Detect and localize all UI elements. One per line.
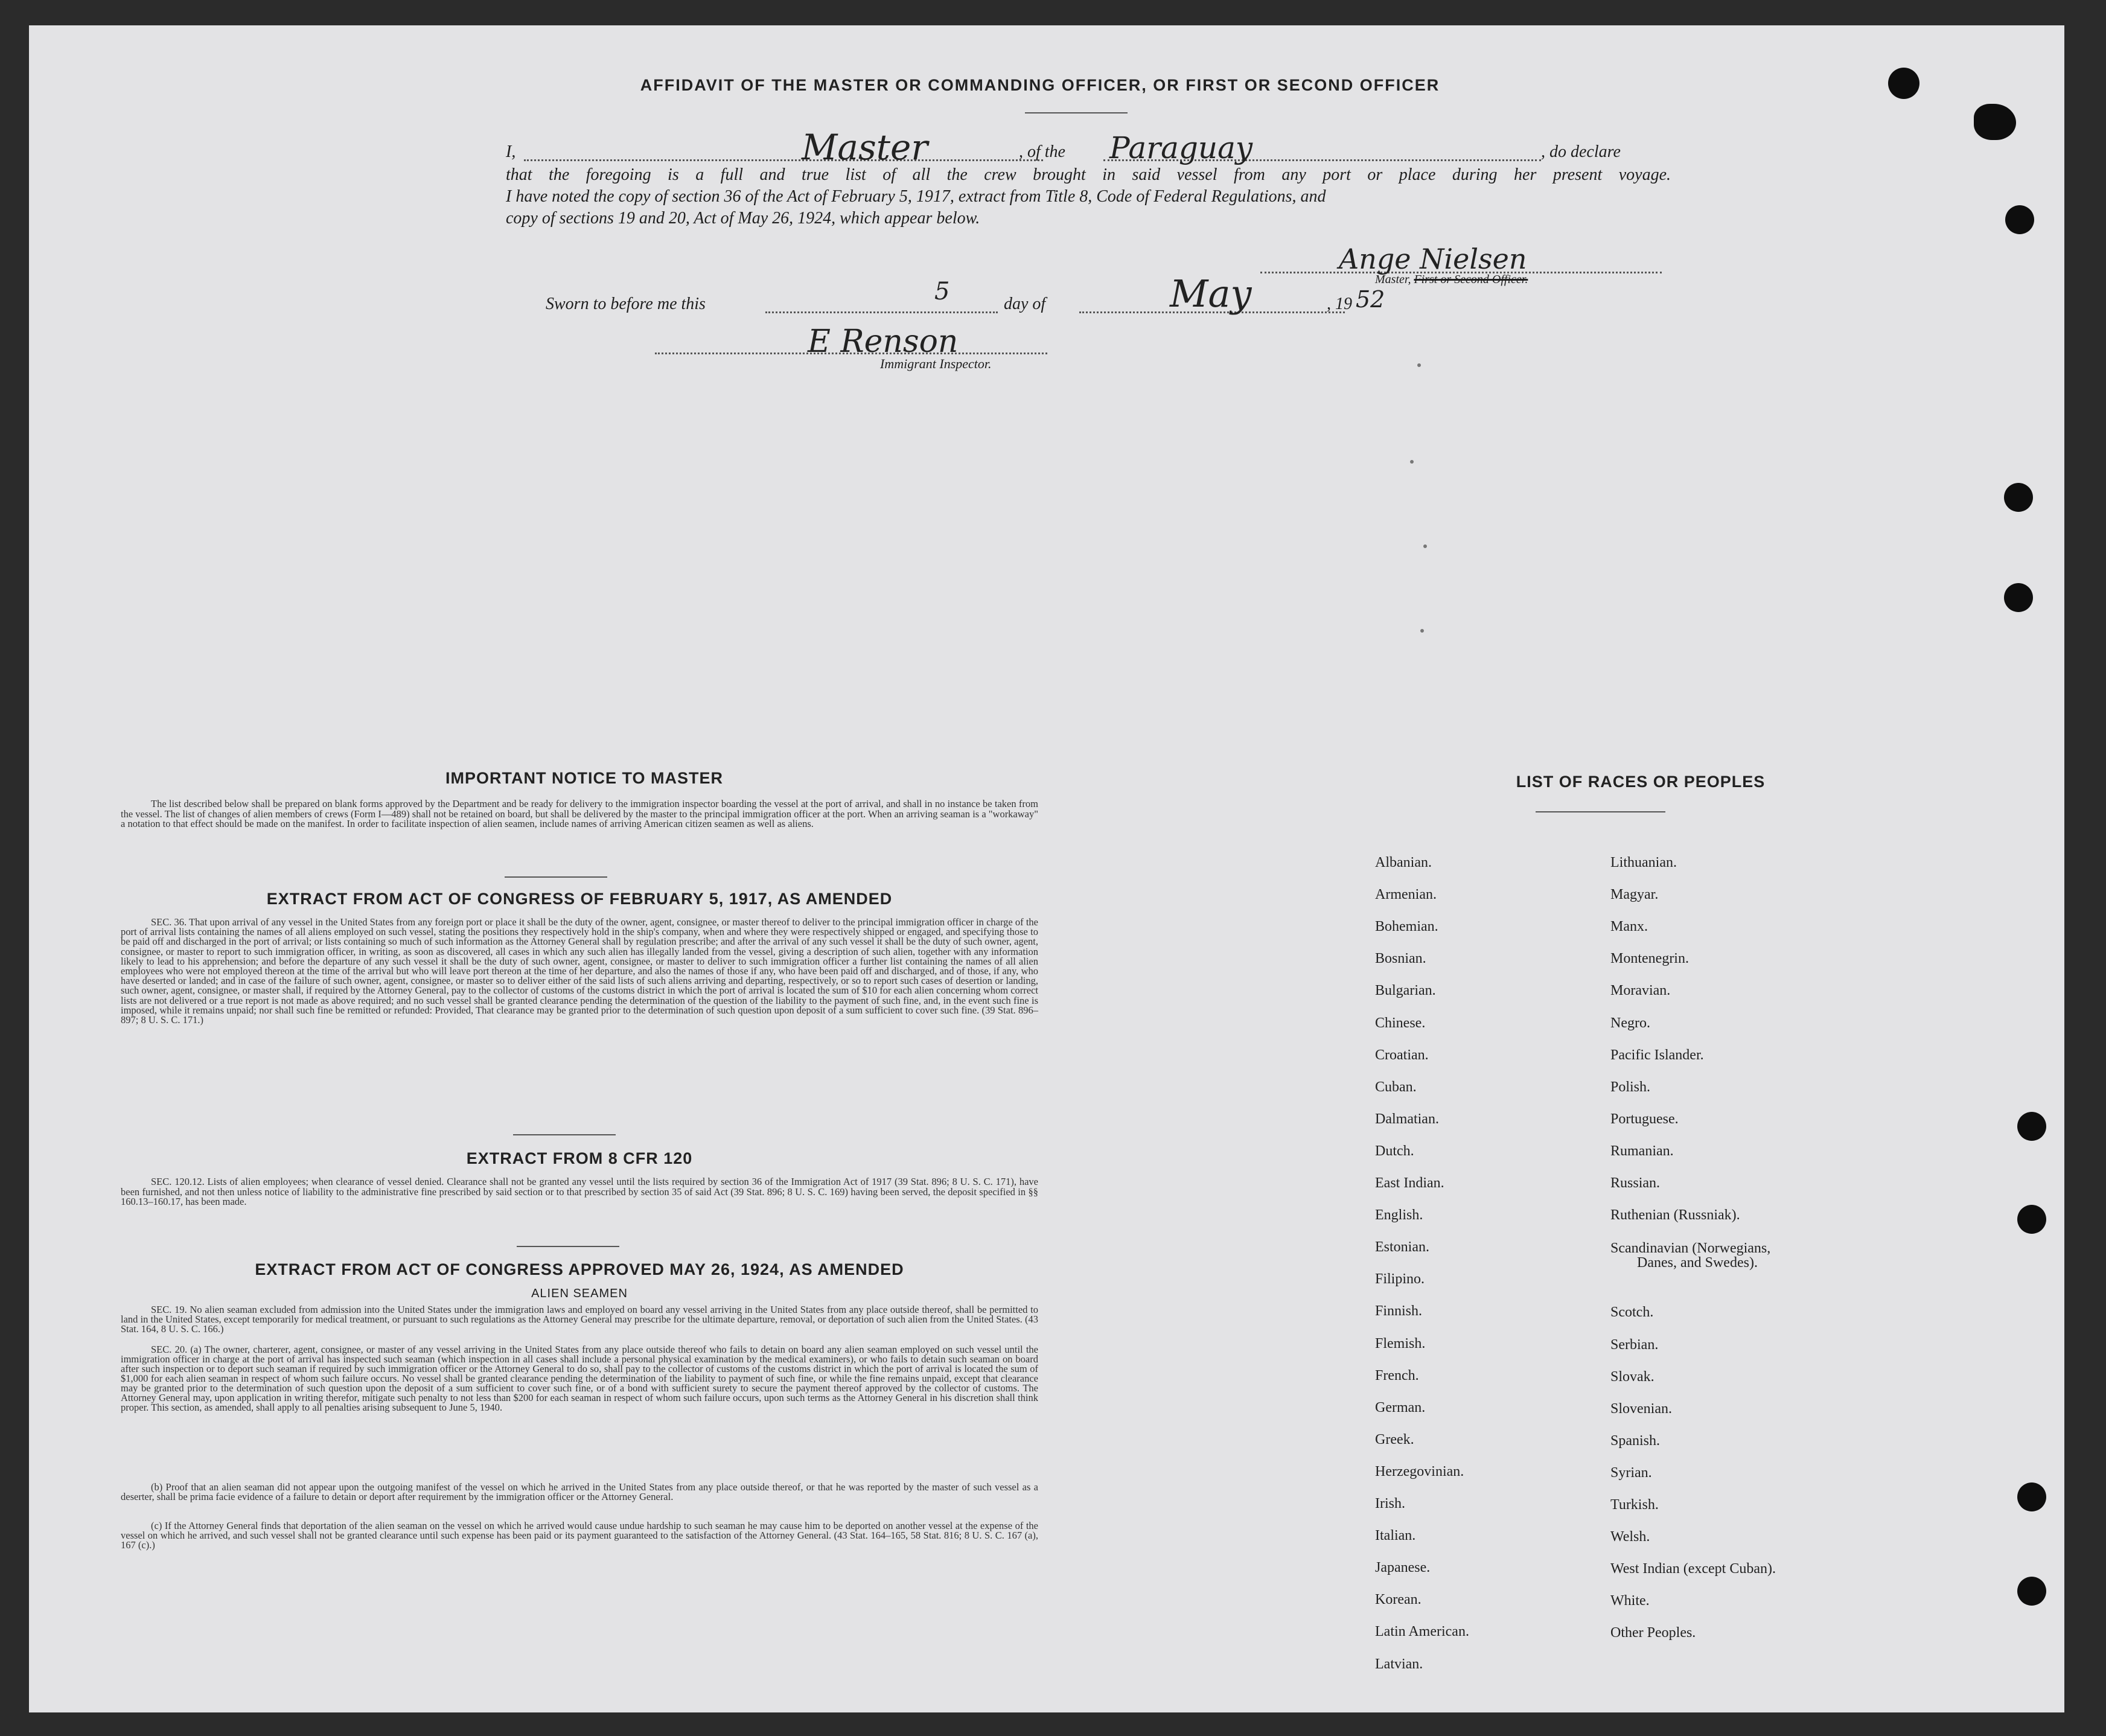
race-item: French. <box>1375 1367 1419 1383</box>
race-item: Portuguese. <box>1610 1111 1679 1127</box>
race-item: Russian. <box>1610 1175 1661 1191</box>
race-item: Rumanian. <box>1610 1143 1674 1159</box>
extract-1924-sec19: SEC. 19. No alien seaman excluded from admission into the United States under the immigration laws and employed on board any vessel arriving in the United States from any place outside thereof, shall be permitted to land in the United States, except temporarily for medical treatment, or pursuant to such regulations as the Attorney General may prescribe for the ultimate departure, removal, or deportation of such alien from the United States. (43 Stat. 164, 8 U. S. C. 166.) <box>121 1304 1038 1335</box>
race-item: Armenian. <box>1375 887 1437 903</box>
race-item: Danes, and Swedes). <box>1637 1255 1758 1271</box>
race-item: Lithuanian. <box>1610 855 1677 870</box>
inspector-caption: Immigrant Inspector. <box>880 356 992 371</box>
affidavit-line-2: that the foregoing is a full and true list of all the crew brought in said vessel from any port or place during her present voyage. <box>506 165 1671 184</box>
races-title-rule <box>1536 811 1665 812</box>
year-handwritten: 52 <box>1356 286 1385 313</box>
punch-hole <box>2017 1577 2046 1606</box>
race-item: Moravian. <box>1610 983 1671 999</box>
race-item: Estonian. <box>1375 1239 1429 1256</box>
race-item: Finnish. <box>1375 1303 1423 1320</box>
extract-1924-sec20a: SEC. 20. (a) The owner, charterer, agent, consignee, or master of any vessel arriving in the United States from any place outside thereof who fails to detain on board any alien seaman employed on such vessel until the immigration officer in charge at the port of arrival has inspected such seaman (which inspection in all cases shall include a personal physical examination by the medical examiners), or who fails to detain such seaman on board after such inspection or to deport such seaman if required by such immigration officer or the Attorney General to do so, shall pay to the collector of customs of the customs district in which the port of arrival is located the sum of $1,000 for each alien seaman in respect of whom such failure occurs. No vessel shall be granted clearance pending the determination of the liability to payment of such fine, or while the fine remains unpaid, except that clearance may be granted prior to the determination of such question upon the deposit of a sum sufficient to cover such fine, or of a bond with sufficient surety to secure the payment thereof approved by the collector of customs. The Attorney General may, upon application in writing therefor, mitigate such penalty to not less than $200 for each seaman in respect of whom such failure occurs, upon such terms as the Attorney General in his discretion shall think proper. This section, as amended, shall apply to all penalties arising subsequent to June 5, 1940. <box>121 1344 1038 1413</box>
punch-hole <box>2017 1205 2046 1234</box>
race-item: White. <box>1610 1593 1650 1609</box>
race-item: Greek. <box>1375 1431 1414 1447</box>
punch-hole <box>2017 1482 2046 1511</box>
cfr-title: EXTRACT FROM 8 CFR 120 <box>466 1149 693 1167</box>
extract-1924-subtitle: ALIEN SEAMEN <box>531 1287 628 1300</box>
races-title: LIST OF RACES OR PEOPLES <box>1516 773 1766 791</box>
punch-hole <box>2004 483 2033 512</box>
race-item: Montenegrin. <box>1610 951 1689 967</box>
day-blank <box>765 311 998 313</box>
race-item: Bulgarian. <box>1375 983 1436 999</box>
race-item: Negro. <box>1610 1015 1650 1031</box>
day-handwritten: 5 <box>934 278 950 305</box>
race-item: Bosnian. <box>1375 951 1426 967</box>
document-sheet <box>29 25 2064 1712</box>
master-signature: Ange Nielsen <box>1339 243 1527 275</box>
race-item: Latvian. <box>1375 1656 1423 1672</box>
race-item: Latin American. <box>1375 1624 1469 1640</box>
race-item: Bohemian. <box>1375 919 1438 935</box>
race-item: English. <box>1375 1207 1423 1224</box>
year-prefix: , 19 <box>1327 295 1352 313</box>
race-item: Slovenian. <box>1610 1400 1672 1417</box>
rank-blank <box>524 159 1043 161</box>
race-item: Korean. <box>1375 1592 1422 1608</box>
race-item: Turkish. <box>1610 1497 1659 1513</box>
of-the-label: , of the <box>1019 142 1065 161</box>
race-item: Croatian. <box>1375 1047 1429 1063</box>
race-item: Slovak. <box>1610 1368 1654 1385</box>
i-label: I, <box>506 142 516 161</box>
notice-title: IMPORTANT NOTICE TO MASTER <box>445 769 723 787</box>
race-item: Dalmatian. <box>1375 1111 1439 1127</box>
master-caption-struck: First or Second Officer. <box>1414 273 1528 286</box>
race-item: Spanish. <box>1610 1432 1661 1449</box>
race-item: Pacific Islander. <box>1610 1047 1704 1063</box>
race-item: Scandinavian (Norwegians, <box>1610 1240 1771 1257</box>
extract-1924-sec20c: (c) If the Attorney General finds that deportation of the alien seaman on the vessel on which he arrived would cause undue hardship to such seaman he may cause him to be deported on another vessel at the expense of the vessel on which he arrived, and such vessel shall not be granted clearance until such expense has been paid or its payment guaranteed to the satisfaction of the Attorney General. (43 Stat. 164–165, 58 Stat. 816; 8 U. S. C. 167 (a), 167 (c).) <box>121 1520 1038 1551</box>
race-item: Albanian. <box>1375 855 1432 870</box>
race-item: Serbian. <box>1610 1336 1659 1353</box>
scan-speck <box>1420 629 1424 633</box>
punch-hole <box>2005 205 2034 234</box>
cfr-body: SEC. 120.12. Lists of alien employees; when clearance of vessel denied. Clearance shall not be granted any vessel until the lists required by section 36 of the Immigration Act of 1917 (39 Stat. 896; 8 U. S. C. 171), have been furnished, and not then unless notice of liability to the administrative fine prescribed by said section or to that prescribed by section 35 of said Act (39 Stat. 896; 8 U. S. C. 169) having been served, the deposit specified in §§ 160.13–160.17, has been made. <box>121 1176 1038 1207</box>
master-caption-label: Master, <box>1375 273 1411 286</box>
race-item: Dutch. <box>1375 1143 1414 1159</box>
punch-hole <box>2004 583 2033 612</box>
title-rule <box>1025 112 1128 113</box>
affidavit-line-3: I have noted the copy of section 36 of the Act of February 5, 1917, extract from Title 8, Code of Federal Regulations, and <box>506 187 1326 206</box>
race-item: Flemish. <box>1375 1335 1426 1351</box>
race-item: Magyar. <box>1610 887 1659 903</box>
race-item: Manx. <box>1610 919 1648 935</box>
rank-handwritten: Master <box>802 127 928 168</box>
punch-hole <box>2017 1112 2046 1141</box>
race-item: Irish. <box>1375 1496 1405 1511</box>
inspector-signature: E Renson <box>808 324 959 360</box>
sworn-label: Sworn to before me this <box>546 295 706 313</box>
race-item: Other Peoples. <box>1610 1625 1696 1641</box>
notice-body: The list described below shall be prepared on blank forms approved by the Department and be ready for delivery to the immigration inspector boarding the vessel at the port of arrival, and shall in no instance be taken from the vessel. The list of changes of alien members of crews (Form I—489) shall not be retained on board, but shall be delivered by the master to the principal immigration officer at the port. When an arriving seaman is a "workaway" a notation to that effect should be made on the manifest. In order to facilitate inspection of alien seamen, include names of arriving American citizen seamen as well as aliens. <box>121 798 1038 829</box>
race-item: German. <box>1375 1399 1426 1415</box>
scan-speck <box>1417 363 1421 367</box>
affidavit-line-4: copy of sections 19 and 20, Act of May 26, 1924, which appear below. <box>506 209 980 228</box>
extract-1924-title: EXTRACT FROM ACT OF CONGRESS APPROVED MAY 26, 1924, AS AMENDED <box>255 1260 904 1278</box>
race-item: East Indian. <box>1375 1175 1444 1191</box>
race-item: Japanese. <box>1375 1560 1431 1576</box>
race-item: Cuban. <box>1375 1079 1417 1095</box>
extract-1924-sec20b: (b) Proof that an alien seaman did not appear upon the outgoing manifest of the vessel on which he arrived in the United States from any place outside thereof, or that he was reported by the master of such vessel as a deserter, shall be prima facie evidence of a failure to detain or deport after requirement by the immigration officer or the Attorney General. <box>121 1481 1038 1502</box>
race-item: Syrian. <box>1610 1464 1652 1481</box>
extract-1917-body: SEC. 36. That upon arrival of any vessel in the United States from any foreign port or place it shall be the duty of the owner, agent, consignee, or master thereof to deliver to the principal immigration officer in charge of the port of arrival lists containing the names of all aliens employed on such vessel, stating the positions they respectively hold in the ship's company, when and where they were respectively shipped or engaged, and specifying those to be paid off and discharged in the port of arrival; or lists containing so much of such information as the Attorney General shall by regulation prescribe; and after the arrival of any such vessel it shall be the duty of such owner, agent, consignee, or master to report to such immigration officer, in writing, as soon as discovered, all cases in which any such alien has illegally landed from the vessel, giving a description of such alien, together with any information likely to lead to his apprehension; and before the departure of any such vessel it shall be the duty of such owner, agent, consignee, or master to deliver to such immigration officer a further list containing the names of all alien employees who were not employed thereon at the time of the arrival but who will leave port thereon at the time of her departure, and also the names of those if any, who have been paid off and discharged, and of those, if any, who have deserted or landed; and in case of the failure of such owner, agent, consignee, or master so to deliver either of the said lists of such aliens arriving and departing, respectively, or so to report such cases of desertion or landing, such owner, agent, consignee, or master shall, if required by the Attorney General, pay to the collector of customs of the customs district in which the port of arrival is located the sum of $10 for each alien concerning whom correct lists are not delivered or a true report is not made as above required; and no such vessel shall be granted clearance pending the determination of the question of the liability to the payment of such fine, and, in the event such fine is imposed, while it remains unpaid; nor shall such fine be remitted or refunded: Provided, That clearance may be granted prior to the determination of such question upon deposit of a sum sufficient to cover such fine. (39 Stat. 896–897; 8 U. S. C. 171.) <box>121 916 1038 1026</box>
divider <box>517 1246 619 1247</box>
race-item: Chinese. <box>1375 1015 1426 1031</box>
race-item: Italian. <box>1375 1528 1416 1544</box>
punch-hole <box>1974 104 2016 140</box>
master-caption <box>1375 273 1528 287</box>
race-item: Polish. <box>1610 1079 1651 1095</box>
day-of-label: day of <box>1004 295 1046 313</box>
race-item: Welsh. <box>1610 1529 1650 1545</box>
race-item: Scotch. <box>1610 1304 1654 1321</box>
scan-speck <box>1423 544 1427 548</box>
extract-1917-title: EXTRACT FROM ACT OF CONGRESS OF FEBRUARY 5, 1917, AS AMENDED <box>266 890 893 908</box>
race-item: Herzegovinian. <box>1375 1463 1464 1479</box>
scan-speck <box>1410 460 1414 464</box>
divider <box>505 876 607 878</box>
race-item: Ruthenian (Russniak). <box>1610 1207 1740 1224</box>
punch-hole <box>1888 68 1919 99</box>
do-declare-label: , do declare <box>1541 142 1621 161</box>
divider <box>513 1134 616 1135</box>
race-item: West Indian (except Cuban). <box>1610 1561 1776 1577</box>
vessel-handwritten: Paraguay <box>1109 130 1253 165</box>
affidavit-title: AFFIDAVIT OF THE MASTER OR COMMANDING OFFICER, OR FIRST OR SECOND OFFICER <box>640 76 1440 94</box>
race-item: Filipino. <box>1375 1271 1425 1288</box>
month-handwritten: May <box>1170 272 1252 316</box>
